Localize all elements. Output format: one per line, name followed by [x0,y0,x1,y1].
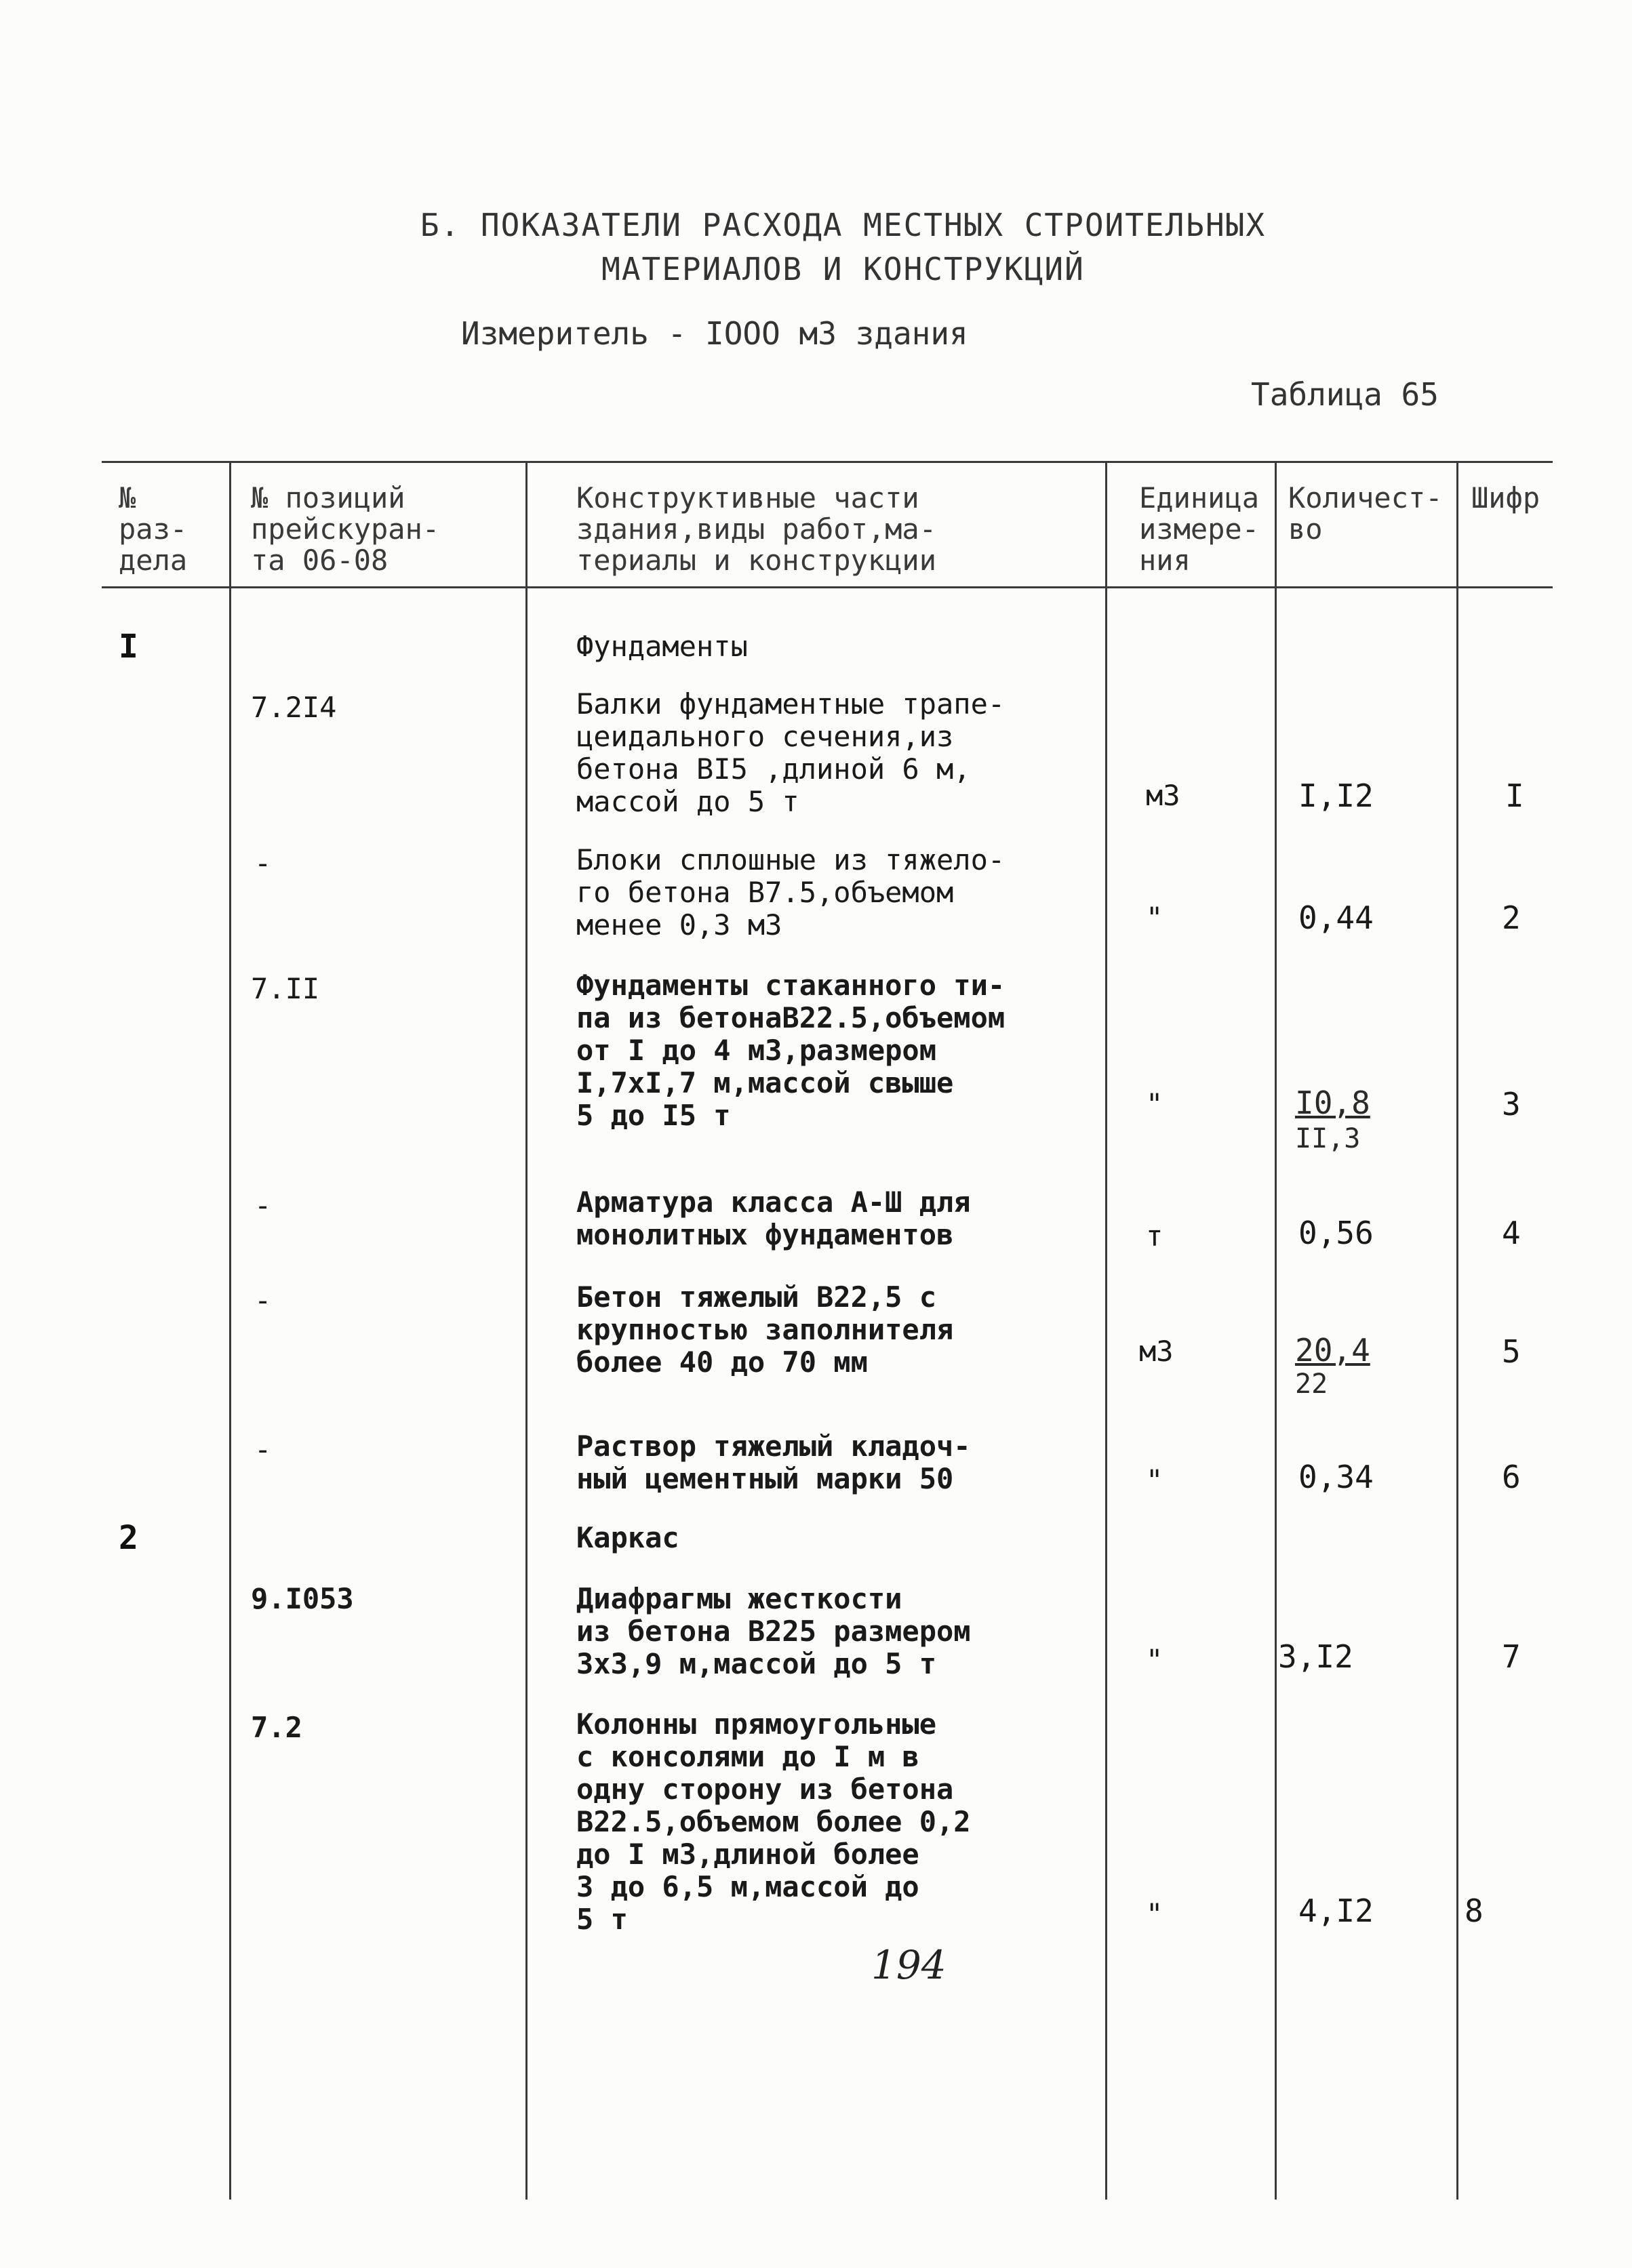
row-position: 9.I053 [251,1582,354,1615]
row-position: 7.II [251,972,320,1005]
row-code: 7 [1502,1638,1521,1675]
row-quantity-primary: 20,4 [1295,1332,1370,1369]
row-code: 4 [1502,1215,1521,1251]
row-quantity: 4,I2 [1298,1892,1374,1929]
header-code: Шифр [1471,481,1540,514]
row-description: Диафрагмы жесткости из бетона В225 размером 3х3,9 м,массой до 5 т [576,1582,971,1680]
row-quantity: 0,56 [1298,1215,1374,1251]
row-code: I [1505,777,1524,814]
column-divider [229,461,231,2200]
row-unit: м3 [1146,779,1180,812]
heading-line-1: Б. ПОКАЗАТЕЛИ РАСХОДА МЕСТНЫХ СТРОИТЕЛЬНЫХ [420,207,1267,243]
row-description: Раствор тяжелый кладоч- ный цементный марки 50 [576,1430,971,1495]
row-description: Арматура класса А-Ш для монолитных фундаментов [576,1186,971,1251]
row-unit: " [1146,1897,1163,1930]
header-bottom-rule [102,586,1553,588]
row-unit: " [1146,1087,1163,1120]
heading-line-2: МАТЕРИАЛОВ И КОНСТРУКЦИЙ [601,251,1085,287]
row-unit: " [1146,901,1163,934]
column-divider [1105,461,1107,2200]
section-number: I [119,628,138,666]
column-divider [1456,461,1458,2200]
row-unit: м3 [1139,1335,1174,1368]
row-unit: " [1146,1463,1163,1497]
row-code: 8 [1465,1892,1484,1929]
row-position: 7.2 [251,1711,302,1744]
header-description: Конструктивные части здания,виды работ,ма- териалы и конструкции [576,481,937,577]
page-number: 194 [871,1942,947,1988]
section-number: 2 [119,1519,138,1557]
row-position: 7.2I4 [251,691,337,724]
header-quantity: Количест- во [1288,481,1443,546]
row-description: Фундаменты стаканного ти- па из бетонаВ22.5,объемом от I до 4 м3,размером I,7xI,7 м,массой свыше 5 до I5 т [576,969,1006,1132]
row-position: - [254,1189,272,1222]
header-unit: Единица измере- ния [1139,481,1260,577]
section-title: Фундаменты [576,630,748,663]
row-position: - [254,1433,272,1466]
column-divider [525,461,528,2200]
row-position: - [254,847,272,880]
row-position: - [254,1284,272,1317]
row-unit: " [1146,1643,1163,1676]
row-unit: т [1146,1219,1163,1253]
row-quantity-primary: I0,8 [1295,1085,1370,1121]
column-divider [1275,461,1277,2200]
section-title: Каркас [576,1521,679,1554]
row-quantity: 3,I2 [1278,1638,1353,1675]
row-code: 2 [1502,899,1521,936]
table-top-rule [102,461,1553,463]
row-quantity-secondary: 22 [1295,1369,1328,1400]
row-description: Бетон тяжелый В22,5 с крупностью заполнителя более 40 до 70 мм [576,1280,954,1379]
row-description: Колонны прямоугольные с консолями до I м в одну сторону из бетона В22.5,объемом более 0,2 до I м3,длиной более 3 до 6,5 м,массой до 5 т [576,1707,971,1936]
row-quantity: 0,44 [1298,899,1374,936]
row-quantity: I,I2 [1298,777,1374,814]
table-label: Таблица 65 [1251,376,1439,413]
row-quantity: 0,34 [1298,1459,1374,1495]
header-price-position: № позиций прейскуран- та 06-08 [251,481,440,577]
row-code: 5 [1502,1333,1521,1370]
header-section-number: № раз- дела [119,481,188,577]
measure-unit-note: Измеритель - IOOO м3 здания [461,315,968,352]
row-code: 6 [1502,1459,1521,1495]
row-quantity-secondary: II,3 [1295,1123,1361,1154]
row-description: Балки фундаментные трапе- цеидального сечения,из бетона BI5 ,длиной 6 м, массой до 5 т [576,687,1006,818]
row-description: Блоки сплошные из тяжело- го бетона В7.5,объемом менее 0,3 м3 [576,843,1006,941]
row-code: 3 [1502,1086,1521,1122]
